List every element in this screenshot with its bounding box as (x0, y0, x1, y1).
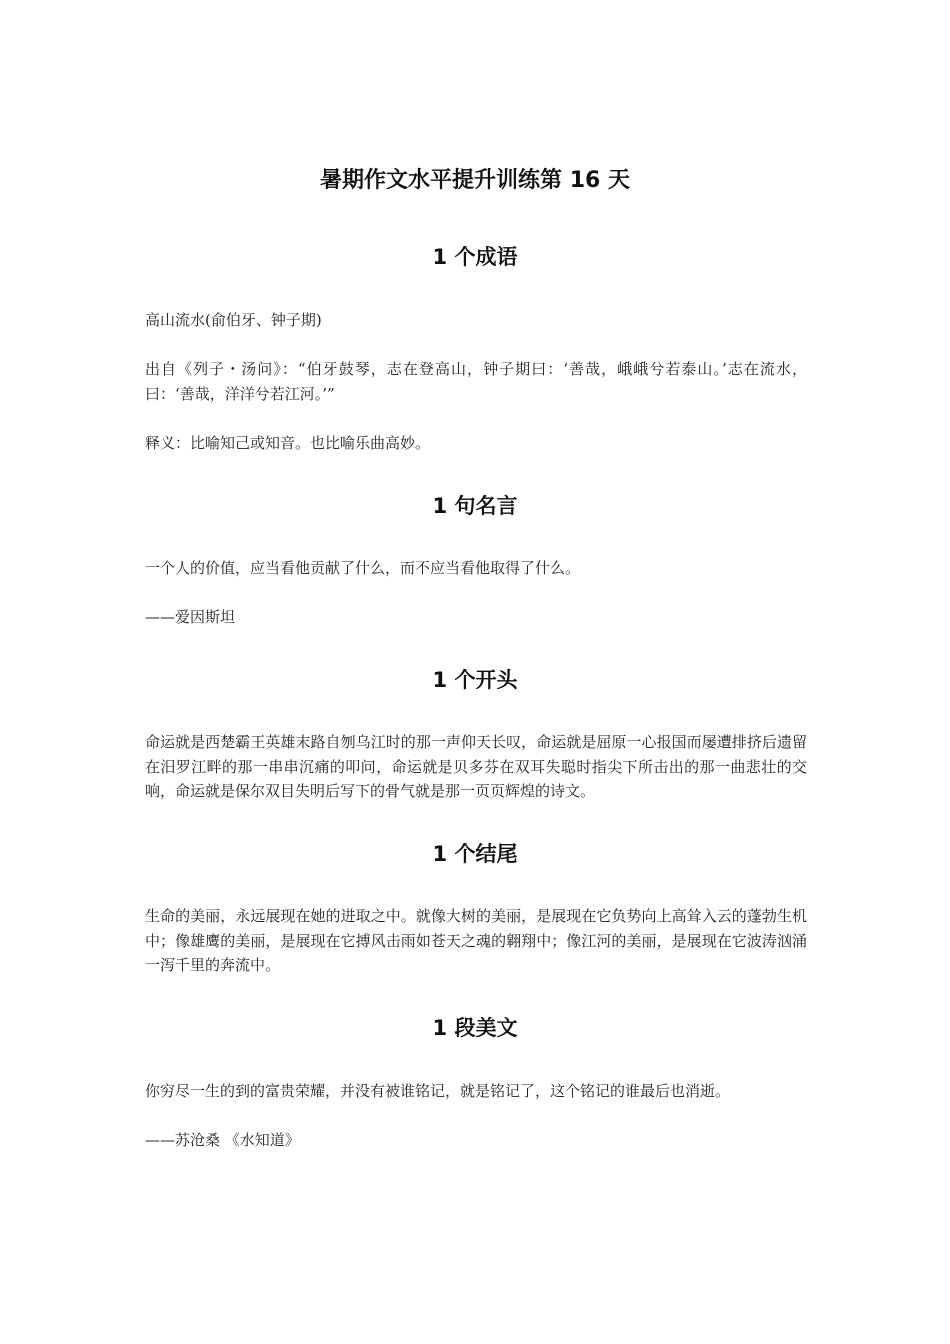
section-heading-opening: 1 个开头 (432, 668, 518, 692)
section-heading-quote: 1 句名言 (432, 494, 518, 518)
idiom-name: 高山流水(俞伯牙、钟子期) (145, 311, 322, 329)
quote-author: ——爱因斯坦 (145, 608, 236, 626)
idiom-source: 出自《列子・汤问》：“伯牙鼓琴，志在登高山，钟子期曰：‘善哉，峨峨兮若泰山。’志在流水，曰：‘善哉，洋洋兮若江河。’” (145, 360, 807, 403)
ending-text: 生命的美丽，永远展现在她的进取之中。就像大树的美丽，是展现在它负势向上高耸入云的蓬勃生机中；像雄鹰的美丽，是展现在它搏风击雨如苍天之魂的翱翔中；像江河的美丽，是展现在它波涛汹涌一泻千里的奔流中。 (145, 907, 807, 974)
page-title: 暑期作文水平提升训练第 16 天 (320, 168, 630, 193)
section-heading-idiom: 1 个成语 (432, 245, 518, 269)
quote-text: 一个人的价值，应当看他贡献了什么，而不应当看他取得了什么。 (145, 559, 581, 577)
prose-author: ——苏沧桑 《水知道》 (145, 1131, 300, 1149)
opening-text: 命运就是西楚霸王英雄末路自刎乌江时的那一声仰天长叹，命运就是屈原一心报国而屡遭排挤后遗留在汨罗江畔的那一串串沉痛的叩问，命运就是贝多芬在双耳失聪时指尖下所击出的那一曲悲壮的交响，命运就是保尔双目失明后写下的骨气就是那一页页辉煌的诗文。 (145, 733, 807, 800)
section-heading-ending: 1 个结尾 (432, 842, 518, 866)
section-heading-prose: 1 段美文 (432, 1016, 518, 1040)
prose-text: 你穷尽一生的到的富贵荣耀，并没有被谁铭记，就是铭记了，这个铭记的谁最后也消逝。 (145, 1082, 731, 1100)
idiom-meaning: 释义：比喻知己或知音。也比喻乐曲高妙。 (145, 434, 431, 452)
